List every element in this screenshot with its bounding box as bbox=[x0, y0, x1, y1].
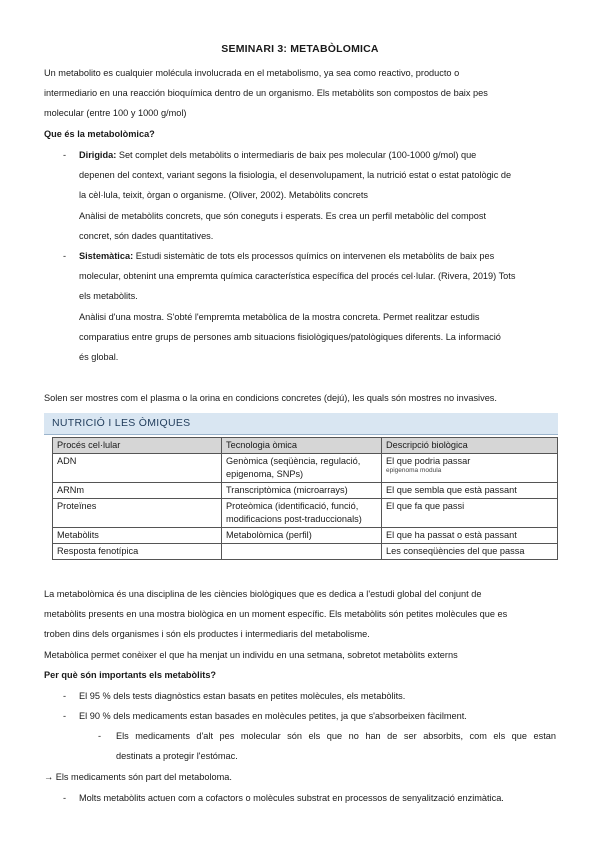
sistematica-label: Sistemàtica: bbox=[79, 251, 134, 261]
bullet-dash: - bbox=[63, 150, 67, 160]
paragraph-line: Metabòlica permet conèixer el que ha menjat un individu en una setmana, sobretot metabòlits externs bbox=[44, 649, 458, 660]
table-header-cell: Procés cel·lular bbox=[53, 438, 222, 454]
dirigida-text: depenen del context, variant segons la fisiologia, el desenvolupament, la nutrició estat o estat patològic de bbox=[79, 170, 512, 181]
table-row bbox=[53, 499, 558, 528]
table-cell: Metabòlits bbox=[53, 528, 222, 544]
section-header-bar bbox=[44, 413, 558, 435]
section-title: NUTRICIÓ I LES ÒMIQUES bbox=[52, 417, 191, 429]
sistematica-text: els metabòlits. bbox=[79, 291, 138, 302]
table-cell: Proteòmica (identificació, funció, modificacions post-traduccionals) bbox=[222, 499, 382, 528]
list-item: El 95 % dels tests diagnòstics estan basats en petites molècules, els metabòlits. bbox=[79, 691, 406, 701]
table-cell-text: El que podria passar bbox=[386, 456, 471, 466]
table-cell: El que ha passat o està passant bbox=[382, 528, 558, 544]
table-cell: Resposta fenotípica bbox=[53, 544, 222, 560]
paragraph-line: troben dins dels organismes i són els productes i intermediaris del metabolisme. bbox=[44, 629, 370, 640]
table-cell: ARNm bbox=[53, 483, 222, 499]
sub-list-line: Els medicaments d'alt pes molecular són els que no han de ser absorbits, com els que estan bbox=[116, 731, 556, 741]
question-what-is: Que és la metabolòmica? bbox=[44, 129, 155, 139]
table-row bbox=[53, 544, 558, 560]
sub-bullet-dash: - bbox=[98, 731, 102, 741]
paragraph-line: La metabolòmica és una disciplina de les ciències biològiques que es dedica a l'estudi global del conjunt de bbox=[44, 589, 482, 599]
table-header-cell: Descripció biològica bbox=[382, 438, 558, 454]
bullet-dash: - bbox=[63, 793, 67, 803]
table-row bbox=[53, 483, 558, 499]
table-cell: El que fa que passi bbox=[382, 499, 558, 528]
sistematica-text: és global. bbox=[79, 352, 119, 363]
list-item: El 90 % dels medicaments estan basades en molècules petites, ja que s'absorbeixen fàcilment. bbox=[79, 711, 467, 721]
intro-line: Un metabolito es cualquier molécula involucrada en el metabolismo, ya sea como reactivo, producto o bbox=[44, 68, 460, 78]
question-why-important: Per què són importants els metabòlits? bbox=[44, 670, 217, 680]
table-cell bbox=[222, 544, 382, 560]
table-cell: Genòmica (seqüència, regulació, epigenoma, SNPs) bbox=[222, 454, 382, 483]
sub-list-item bbox=[116, 726, 556, 766]
paragraph-line: metabòlits presents en una mostra biològica en un moment específic. Els metabòlits són petites molècules que es bbox=[44, 609, 508, 620]
omics-table bbox=[52, 437, 558, 560]
arrow-line: → Els medicaments són part del metaboloma. bbox=[44, 772, 232, 782]
handwritten-note: epigenoma modula bbox=[386, 467, 442, 474]
question-heading bbox=[44, 665, 554, 685]
intro-line: intermediario en una reacción bioquímica dentro de un organismo. Els metabòlits son compostos de baix pes bbox=[44, 88, 488, 99]
bullet-dash: - bbox=[63, 711, 67, 721]
bullet-dash: - bbox=[63, 251, 67, 261]
table-header-row bbox=[53, 438, 558, 454]
table-header-cell: Tecnologia òmica bbox=[222, 438, 382, 454]
dirigida-text: Anàlisi de metabòlits concrets, que són coneguts i esperats. Es crea un perfil metabòlic del compost bbox=[79, 210, 487, 221]
table-cell: Proteïnes bbox=[53, 499, 222, 528]
sistematica-text: molecular, obtenint una empremta química característica específica del procés cel·lular. (Rivera, 2019) Tots bbox=[79, 271, 516, 282]
sub-list-line: destinats a protegir l'estómac. bbox=[116, 751, 238, 762]
table-cell: El que sembla que està passant bbox=[382, 483, 558, 499]
question-heading bbox=[44, 124, 554, 144]
dirigida-block bbox=[79, 145, 559, 246]
intro-paragraph bbox=[44, 63, 554, 124]
table-row bbox=[53, 454, 558, 483]
sistematica-text: Anàlisi d'una mostra. S'obté l'empremta metabòlica de la mostra concreta. Permet realitzar estudis bbox=[79, 311, 480, 322]
page-title: SEMINARI 3: METABÒLOMICA bbox=[221, 43, 379, 55]
samples-paragraph: Solen ser mostres com el plasma o la orina en condicions concretes (dejú), les quals són mostres no invasives. bbox=[44, 393, 497, 403]
table-cell bbox=[382, 454, 558, 483]
sistematica-text: Estudi sistemàtic de tots els processos químics on intervenen els metabòlits de baix pes bbox=[133, 251, 495, 261]
dirigida-text: la cèl·lula, teixit, òrgan o organisme. (Oliver, 2002). Metabòlits concrets bbox=[79, 190, 369, 201]
bullet-dash: - bbox=[63, 691, 67, 701]
table-cell: Metabolòmica (perfil) bbox=[222, 528, 382, 544]
dirigida-text: concret, són dades quantitatives. bbox=[79, 230, 214, 241]
dirigida-label: Dirigida: bbox=[79, 150, 117, 160]
sistematica-block bbox=[79, 246, 559, 367]
table-cell: Les conseqüències del que passa bbox=[382, 544, 558, 560]
metabolomics-paragraph bbox=[44, 584, 554, 665]
table-row bbox=[53, 528, 558, 544]
table-cell: Transcriptòmica (microarrays) bbox=[222, 483, 382, 499]
dirigida-text: Set complet dels metabòlits o intermediaris de baix pes molecular (100-1000 g/mol) que bbox=[116, 150, 477, 160]
list-item: Molts metabòlits actuen com a cofactors o molècules substrat en processos de senyalització enzimàtica. bbox=[79, 793, 504, 803]
table-cell: ADN bbox=[53, 454, 222, 483]
intro-line: molecular (entre 100 y 1000 g/mol) bbox=[44, 108, 187, 119]
sistematica-text: comparatius entre grups de persones amb situacions fisiològiques/patològiques diferents. La informació bbox=[79, 331, 501, 342]
